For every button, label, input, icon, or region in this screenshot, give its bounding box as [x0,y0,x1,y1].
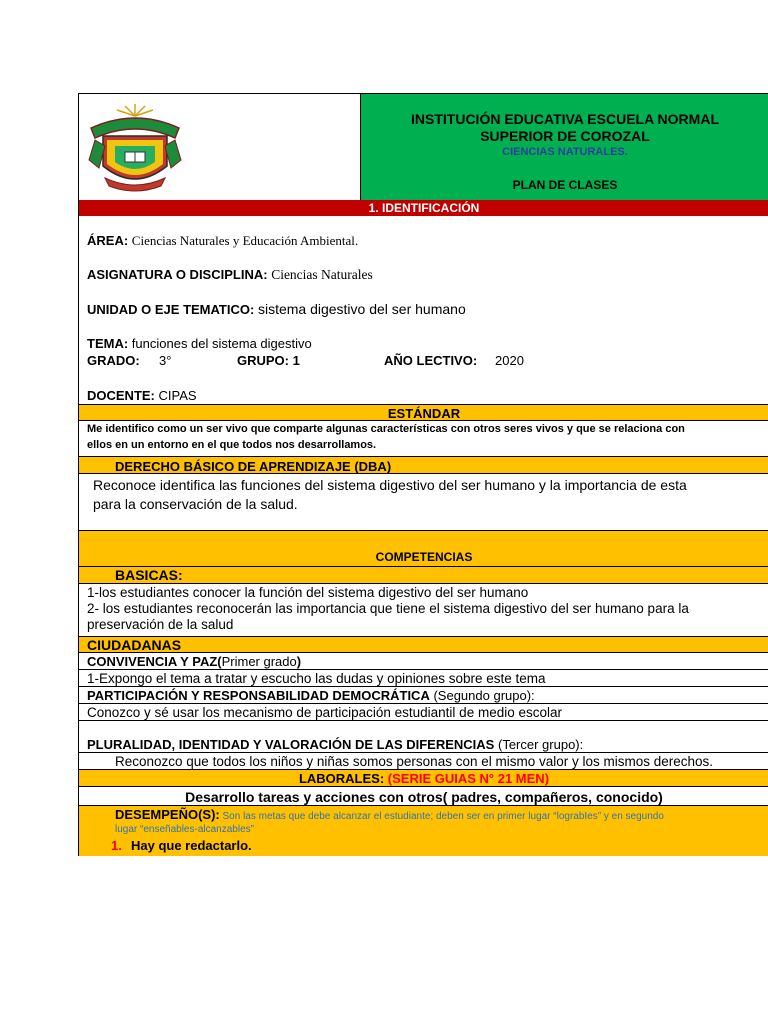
area-line [87,233,358,249]
basicas-header [79,567,768,584]
participacion-label: PARTICIPACIÓN Y RESPONSABILIDAD DEMOCRÁTICA [87,688,430,703]
desempenos-item-number: 1. [111,838,122,853]
pluralidad-line [87,737,583,752]
pluralidad-text: Reconozco que todos los niños y niñas somos personas con el mismo valor y los mismos derechos. [115,754,714,769]
dba-text [79,474,768,530]
docente-line [87,388,197,403]
estandar-line1: Me identifico como un ser vivo que comparte algunas características con otros seres vivos y que se relaciona con [87,423,685,435]
dba-title: DERECHO BÁSICO DE APRENDIZAJE (DBA) [115,459,392,474]
docente-label: DOCENTE: [87,388,155,403]
pluralidad-text-row [79,753,768,770]
convivencia-close: ) [296,654,302,669]
desempenos-note-line2: lugar “enseñables-alcanzables” [115,824,254,835]
asignatura-line [87,267,373,283]
basicas-text [79,584,768,632]
pluralidad-row [79,721,768,753]
area-value: Ciencias Naturales y Educación Ambiental. [131,233,359,248]
convivencia-text: 1-Expongo el tema a tratar y escucho las dudas y opiniones sobre este tema [87,671,546,686]
unidad-line [87,301,466,317]
desempenos-block [79,806,768,856]
ciudadanas-title: CIUDADANAS [87,637,182,653]
asignatura-label: ASIGNATURA O DISCIPLINA: [87,267,268,282]
convivencia-row [79,653,768,670]
grupo-label: GRUPO: 1 [237,353,300,368]
participacion-note: (Segundo grupo): [433,688,535,703]
subject-title: CIENCIAS NATURALES. [502,146,628,158]
institution-name-line1: INSTITUCIÓN EDUCATIVA ESCUELA NORMAL [411,111,719,127]
convivencia-label-line [87,654,301,669]
desempenos-note-line1: Son las metas que debe alcanzar el estudiante; deben ser en primer lugar “lograbIes” y en segundo [222,811,664,822]
institution-name-line2: SUPERIOR DE COROZAL [480,128,650,144]
laborales-header [79,770,768,787]
doc-type: PLAN DE CLASES [512,178,618,192]
grado-label: GRADO: [87,353,140,368]
dba-header [79,456,768,474]
anio-value: 2020 [495,353,524,368]
header-row [79,94,768,200]
participacion-text-row [79,704,768,721]
participacion-line [87,688,535,703]
ciudadanas-header [79,636,768,653]
desempenos-item-text: Hay que redactarlo. [131,838,252,853]
tema-label: TEMA: [87,336,129,351]
estandar-title: ESTÁNDAR [387,406,461,421]
laborales-text-row [79,787,768,806]
dba-line2: para la conservación de la salud. [93,496,298,512]
competencias-title: COMPETENCIAS [375,550,473,564]
anio-label: AÑO LECTIVO: [384,353,478,368]
desempenos-label: DESEMPEÑO(S): [115,807,220,822]
laborales-note: (SERIE GUIAS N° 21 MEN) [387,771,550,786]
basicas-item-1: 1-los estudiantes conocer la función del sistema digestivo del ser humano [87,585,529,600]
basicas-item-2-line1: 2- los estudiantes reconocerán las importancia que tiene el sistema digestivo del ser humano para la [87,601,689,616]
identificacion-block [79,216,768,404]
dba-line1: Reconoce identifica las funciones del sistema digestivo del ser humano y la importancia de esta [93,477,687,493]
tema-line [87,336,312,351]
estandar-text [79,421,768,456]
estandar-header [79,404,768,421]
grado-value: 3° [159,353,172,368]
logo-cell [79,94,361,200]
convivencia-note: Primer grado [221,654,297,669]
asignatura-value: Ciencias Naturales [271,267,373,282]
docente-value: CIPAS [158,388,197,403]
competencias-header [79,530,768,567]
laborales-line [79,771,768,786]
unidad-value: sistema digestivo del ser humano [257,301,466,317]
school-crest-icon [85,102,185,194]
participacion-row [79,687,768,704]
convivencia-label: CONVIVENCIA Y PAZ( [87,654,222,669]
desempenos-line1 [115,807,664,822]
tema-value: funciones del sistema digestivo [131,336,312,351]
identificacion-header [79,200,768,216]
basicas-title: BASICAS: [115,567,183,583]
title-cell [361,94,768,200]
lesson-plan-sheet [78,93,768,856]
unidad-label: UNIDAD O EJE TEMATICO: [87,302,255,317]
estandar-line2: ellos en un entorno en el que todos nos desarrollamos. [87,439,377,451]
laborales-label: LABORALES: [298,771,385,786]
identificacion-title: 1. IDENTIFICACIÓN [368,201,480,215]
area-label: ÁREA: [87,233,129,248]
pluralidad-note: (Tercer grupo): [497,737,584,752]
basicas-item-2-line2: preservación de la salud [87,617,234,632]
participacion-text: Conozco y sé usar los mecanismo de participación estudiantil de medio escolar [87,705,562,720]
convivencia-text-row [79,670,768,687]
laborales-text: Desarrollo tareas y acciones con otros( padres, compañeros, conocido) [185,789,663,805]
pluralidad-label: PLURALIDAD, IDENTIDAD Y VALORACIÓN DE LAS DIFERENCIAS [87,737,495,752]
